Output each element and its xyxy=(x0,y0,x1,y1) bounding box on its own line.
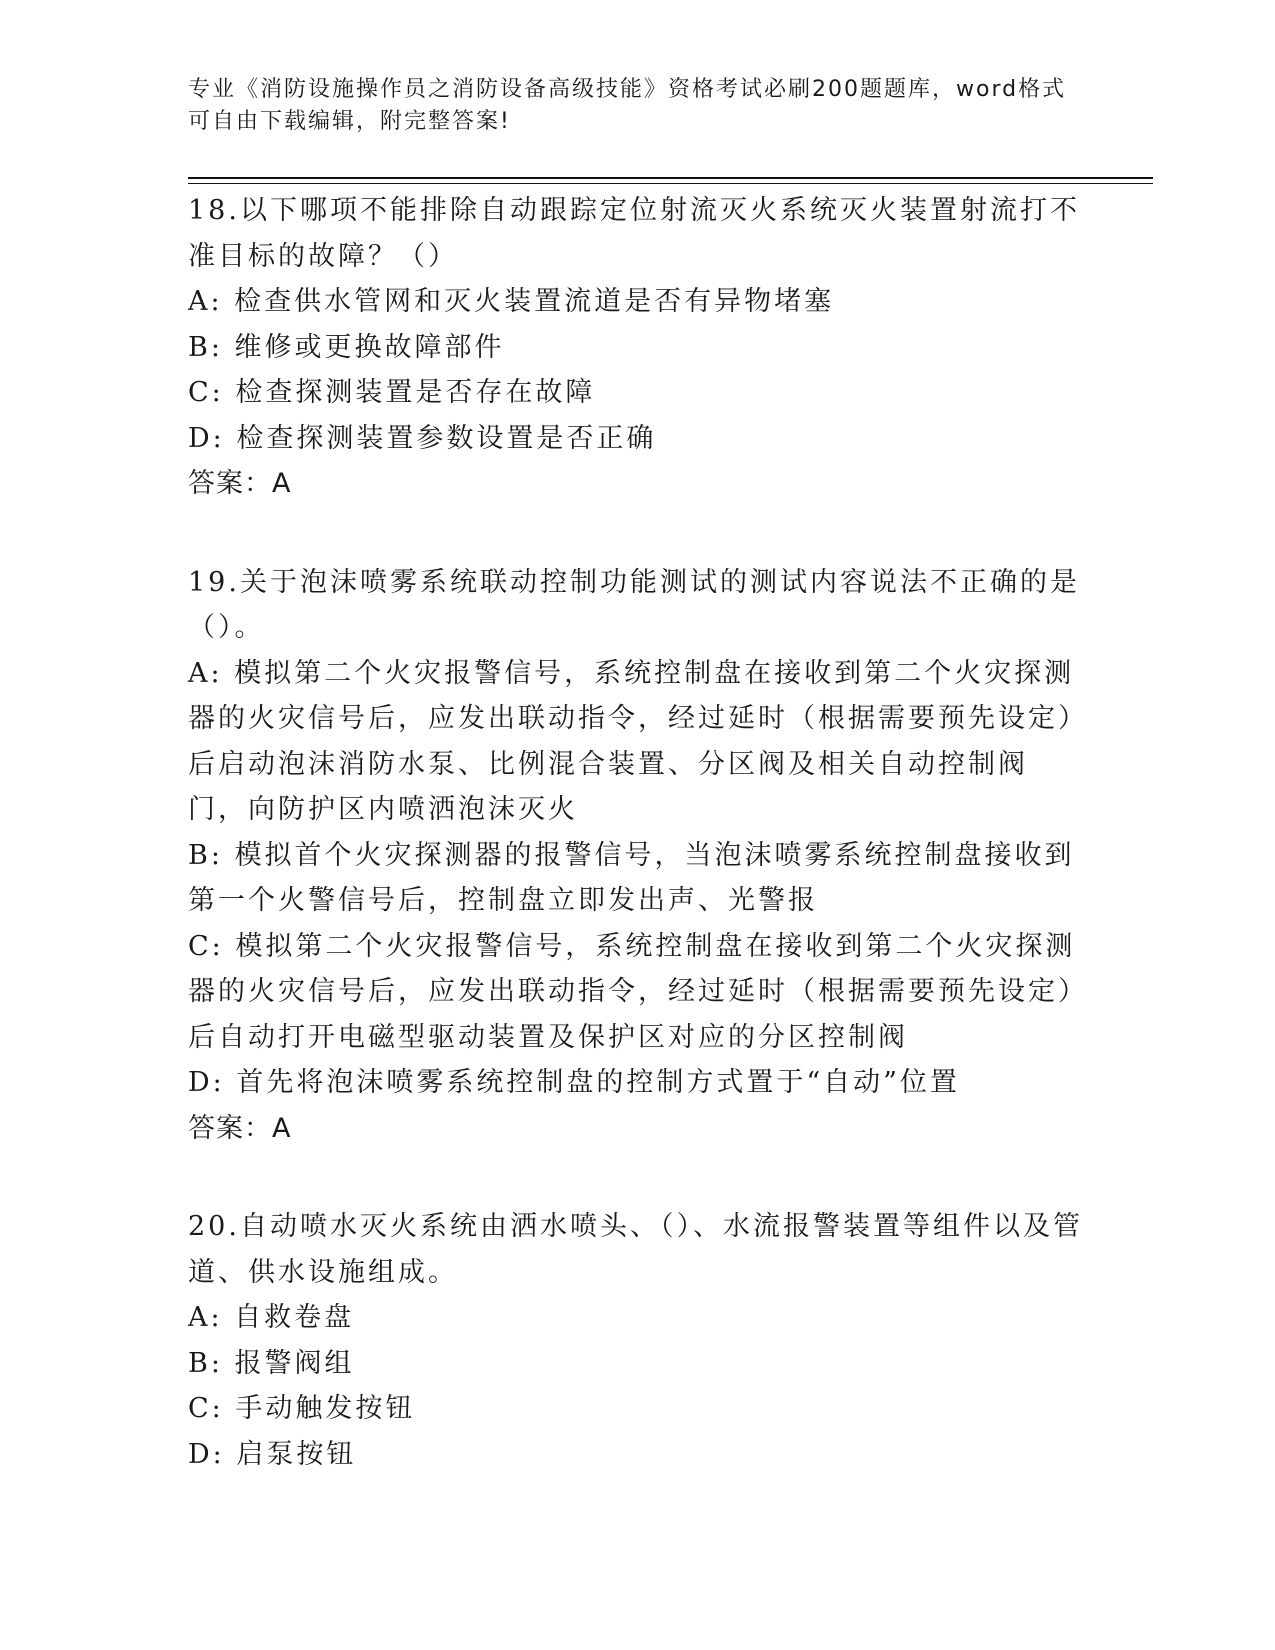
option-b: B: 模拟首个火灾探测器的报警信号，当泡沫喷雾系统控制盘接收到第一个火警信号后，控制盘立即发出声、光警报 xyxy=(188,839,1075,916)
option-a: A: 模拟第二个火灾报警信号，系统控制盘在接收到第二个火灾探测器的火灾信号后，应发出联动指令，经过延时（根据需要预先设定）后启动泡沫消防水泵、比例混合装置、分区阀及相关自动控制阀门，向防护区内喷洒泡沫灭火 xyxy=(188,657,1075,825)
question-stem: 19.关于泡沫喷雾系统联动控制功能测试的测试内容说法不正确的是（）。 xyxy=(188,566,1080,643)
question-stem: 20.自动喷水灭火系统由洒水喷头、（）、水流报警装置等组件以及管道、供水设施组成。 xyxy=(188,1211,1083,1288)
answer-text: 答案：A xyxy=(188,468,292,499)
option-c: C: 检查探测装置是否存在故障 xyxy=(188,377,596,408)
option-d: D: 首先将泡沫喷雾系统控制盘的控制方式置于“自动”位置 xyxy=(188,1067,960,1098)
option-a: A: 检查供水管网和灭火装置流道是否有异物堵塞 xyxy=(188,286,835,317)
option-d: D: 启泵按钮 xyxy=(188,1438,357,1470)
question-list xyxy=(188,188,1083,1530)
question-stem: 18.以下哪项不能排除自动跟踪定位射流灭火系统灭火装置射流打不准目标的故障？（） xyxy=(188,195,1080,272)
document-header: 专业《消防设施操作员之消防设备高级技能》资格考试必刷200题题库，word格式可自由下载编辑，附完整答案! xyxy=(188,77,1067,134)
option-a: A: 自救卷盘 xyxy=(188,1302,355,1333)
option-b: B: 维修或更换故障部件 xyxy=(188,331,505,363)
header-rule-thick xyxy=(188,177,1153,179)
option-d: D: 检查探测装置参数设置是否正确 xyxy=(188,422,657,454)
option-c: C: 手动触发按钮 xyxy=(188,1393,416,1424)
option-c: C: 模拟第二个火灾报警信号，系统控制盘在接收到第二个火灾探测器的火灾信号后，应发出联动指令，经过延时（根据需要预先设定）后自动打开电磁型驱动装置及保护区对应的分区控制阀 xyxy=(188,930,1076,1053)
question-19 xyxy=(188,560,1083,1152)
header-rule-thin xyxy=(188,183,1153,184)
option-b: B: 报警阀组 xyxy=(188,1347,355,1379)
question-20 xyxy=(188,1204,1083,1477)
question-18 xyxy=(188,188,1083,507)
answer-text: 答案：A xyxy=(188,1112,292,1144)
